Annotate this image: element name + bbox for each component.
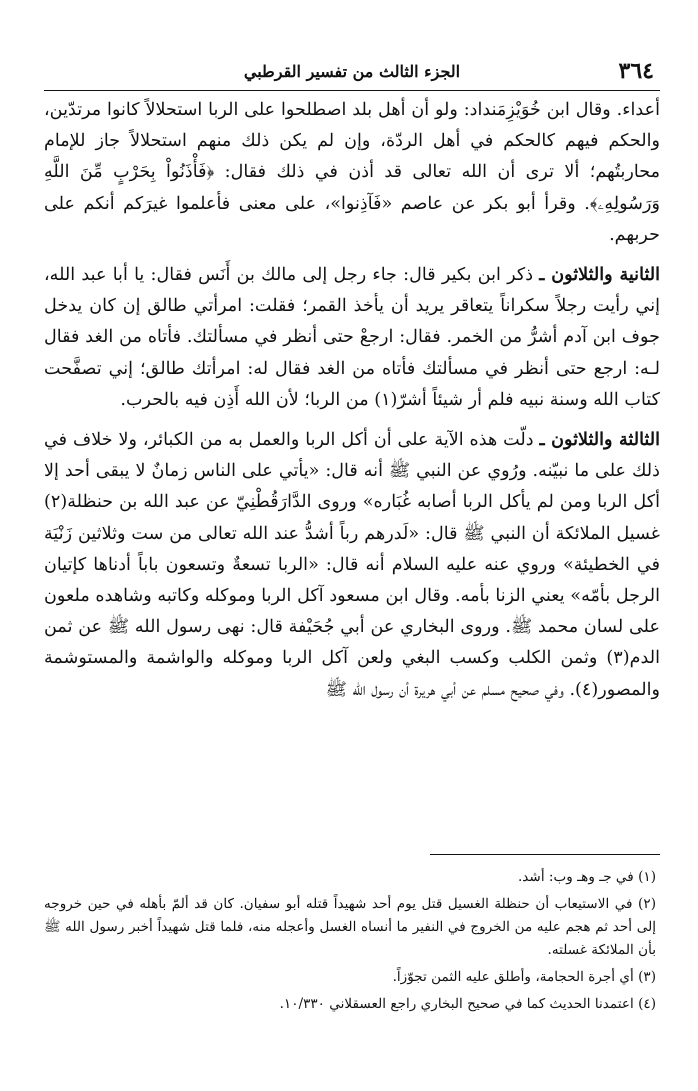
paragraph-lead: الثانية والثلاثون ـ <box>539 264 660 286</box>
paragraph-text: ذكر ابن بكير قال: جاء رجل إلى مالك بن أَنَس فقال: يا أبا عبد الله، إني رأيت رجلاً سكراناً يتعاقر يريد أن يأخذ القمر؛ فقلت: امرأتي طالق إن كان يدخل جوف ابن آدم أشرُّ من الخمر. فقال: ارجعْ حتى أنظر في مسألتك. فأتاه من الغد فقال لـه: ارجع حتى أنظر في مسألتك فأتاه من الغد فقال له: امرأتك طالق؛ إني تصفَّحت كتاب الله وسنة نبيه فلم أر شيئاً أشرّ(١) من الربا؛ لأن الله أَذِن فيه بالحرب. <box>44 265 661 410</box>
paragraph <box>44 94 660 251</box>
page-header <box>44 56 660 91</box>
footnote: (٢) في الاستيعاب أن حنظلة الغسيل قتل يوم أحد شهيداً قتله أبو سفيان. كان قد ألمّ بأهله في حين خروجه إلى أحد ثم هجم عليه من الخروج في النفير ما أنساه الغسل وأعجله منه، فلما قتل شهيداً أخبر رسول الله ﷺ بأن الملائكة غسلته. <box>44 896 656 958</box>
running-title: الجزء الثالث من تفسير القرطبي <box>243 62 461 81</box>
paragraph-text: أعداء. وقال ابن خُوَيْزِمَنداد: ولو أن أهل بلد اصطلحوا على الربا استحلالاً كانوا مرتدّين، والحكم فيهم كالحكم في أهل الردّة، وإن لم يكن ذلك منهم استحلالاً جاز للإمام محاربتُهم؛ ألا ترى أن الله تعالى قد أذن في ذلك فقال: ﴿فَأْذَنُواْ بِحَرْبٍ مِّنَ اللَّهِ وَرَسُولِهِۦ﴾. وقرأ أبو بكر عن عاصم «فَآذِنوا»، على معنى فأعلموا غيرَكم أنكم على حربهم. <box>44 100 660 245</box>
paragraph <box>44 259 660 416</box>
footnote: (٤) اعتمدنا الحديث كما في صحيح البخاري راجع العسقلاني ١٠/٣٣٠. <box>279 996 656 1012</box>
footnote: (٣) أي أجرة الحجامة، وأطلق عليه الثمن تجوّزاً. <box>392 969 656 985</box>
main-text <box>44 94 660 714</box>
page-number: ٣٦٤ <box>618 58 654 84</box>
footnote-divider <box>430 854 660 855</box>
paragraph-text: دلّت هذه الآية على أن أكل الربا والعمل به من الكبائر، ولا خلاف في ذلك على ما نبيّنه. ورُوي عن النبي ﷺ أنه قال: «يأتي على الناس زمانٌ لا يبقى أحد إلا أكل الربا ومن لم يأكل الربا أصابه غُبَاره» وروى الدَّارَقُطْنِيّ عن عبد الله بن حنظلة(٢) غسيل الملائكة أن النبي ﷺ قال: «لَدرهم رباً أشدُّ عند الله تعالى من ست وثلاثين زَنْيَة في الخطيئة» وروي عنه عليه السلام أنه قال: «الربا تسعةٌ وتسعون باباً أدناها كإتيان الرجل بأمّه» يعني الزنا بأمه. وقال ابن مسعود آكل الربا وموكله وكاتبه وشاهده ملعون على لسان محمد ﷺ. وروى البخاري عن أبي جُحَيْفة قال: نهى رسول الله ﷺ عن ثمن الدم(٣) وثمن الكلب وكسب البغي ولعن آكل الربا وموكله والواشمة والمستوشمة والمصور(٤). وفي صحيح مسلم عن أبي هريرة أن رسول الله ﷺ <box>44 430 660 700</box>
paragraph-lead: الثالثة والثلاثون ـ <box>539 429 660 451</box>
footnotes <box>44 866 660 1020</box>
footnote: (١) في جـ وهـ وب: أشد. <box>517 869 656 885</box>
paragraph <box>44 424 660 706</box>
